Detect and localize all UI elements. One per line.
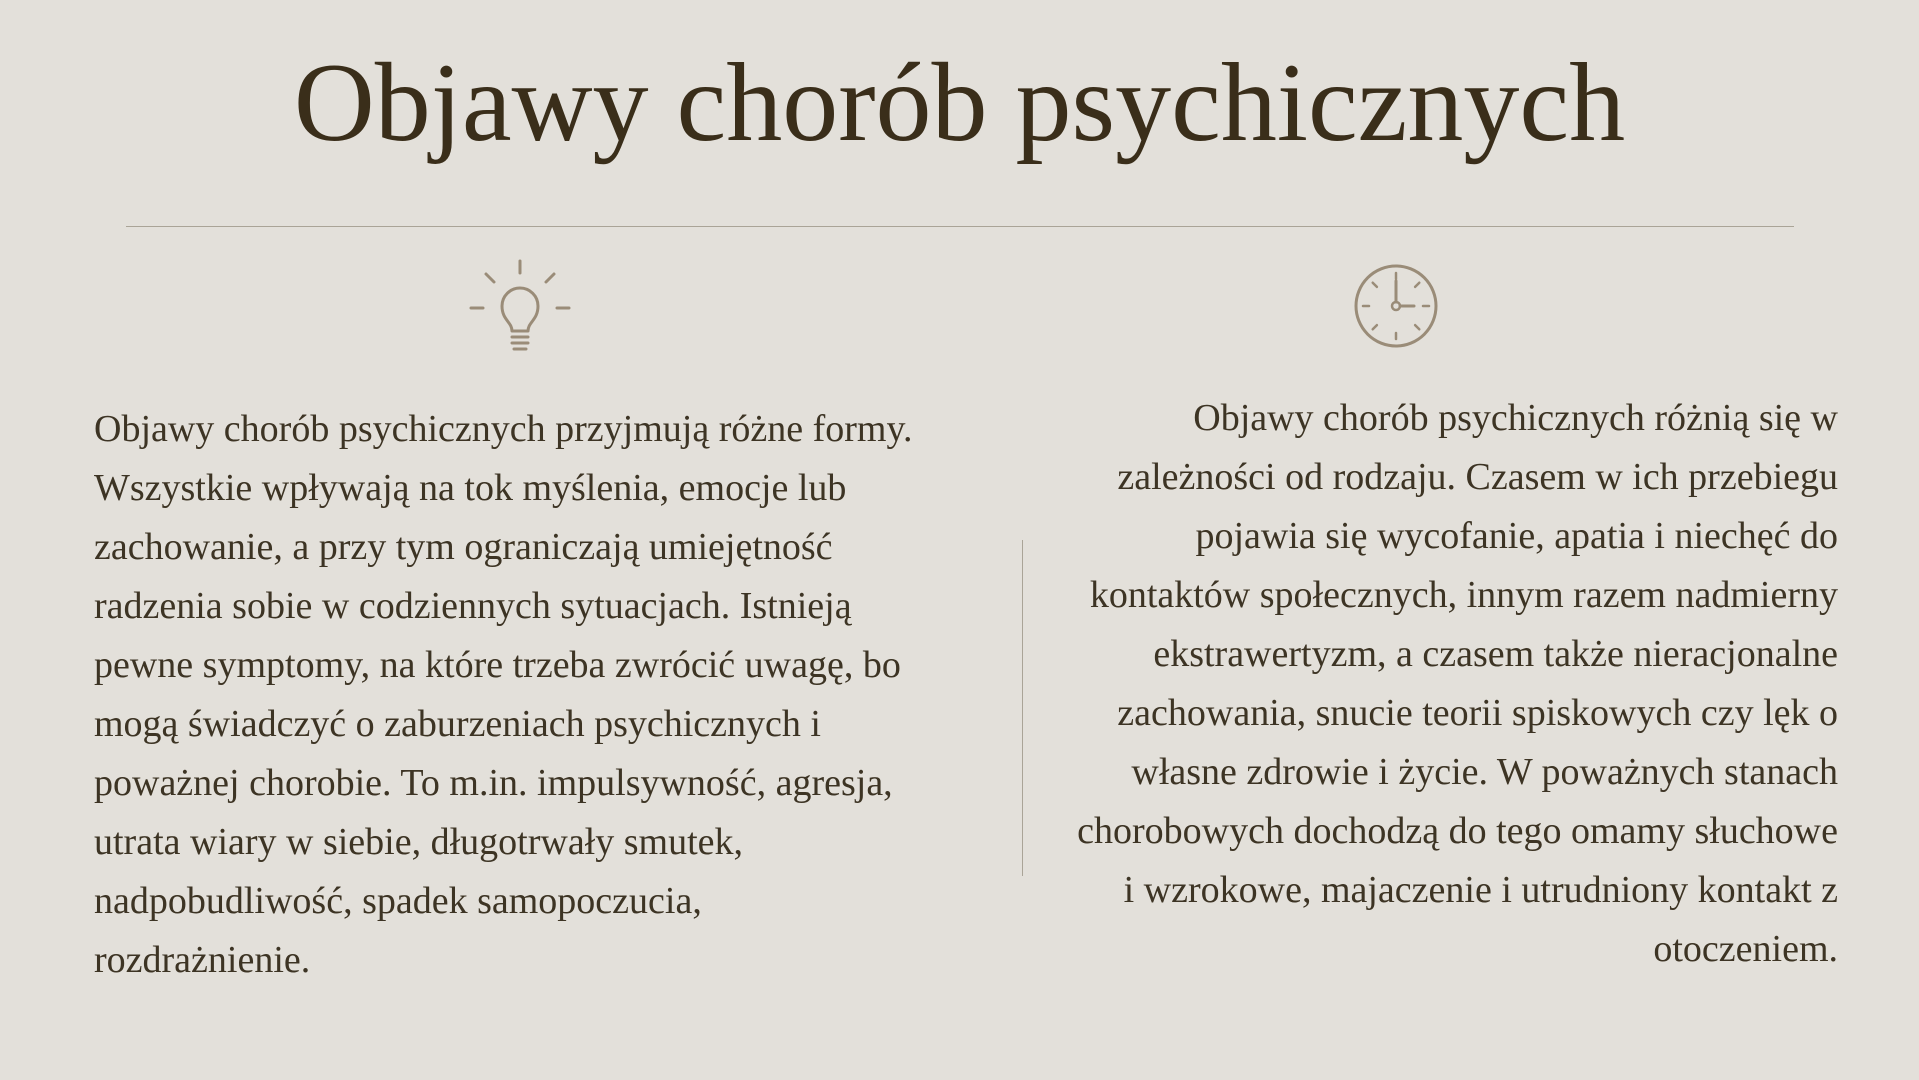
- lightbulb-icon: [468, 258, 572, 354]
- left-paragraph-line: rozdrażnienie.: [94, 939, 311, 981]
- left-paragraph-line: radzenia sobie w codziennych sytuacjach. Istnieją: [94, 585, 852, 627]
- left-paragraph-line: mogą świadczyć o zaburzeniach psychicznych i: [94, 703, 821, 745]
- left-paragraph-line: Objawy chorób psychicznych przyjmują różne formy.: [94, 408, 913, 450]
- left-paragraph-line: pewne symptomy, na które trzeba zwrócić uwagę, bo: [94, 644, 901, 686]
- right-paragraph-line: Objawy chorób psychicznych różnią się w: [1193, 397, 1838, 439]
- right-paragraph-line: zależności od rodzaju. Czasem w ich przebiegu: [1117, 456, 1838, 498]
- left-paragraph-line: nadpobudliwość, spadek samopoczucia,: [94, 880, 702, 922]
- page-title: Objawy chorób psychicznych: [293, 41, 1626, 165]
- right-paragraph-line: zachowania, snucie teorii spiskowych czy lęk o: [1117, 692, 1838, 734]
- left-paragraph-line: zachowanie, a przy tym ograniczają umiejętność: [94, 526, 833, 568]
- right-paragraph-line: ekstrawertyzm, a czasem także nieracjonalne: [1153, 633, 1838, 675]
- left-paragraph-line: utrata wiary w siebie, długotrwały smutek,: [94, 821, 744, 863]
- right-paragraph-line: chorobowych dochodzą do tego omamy słuchowe: [1077, 810, 1838, 852]
- left-paragraph-line: Wszystkie wpływają na tok myślenia, emocje lub: [94, 467, 847, 509]
- right-paragraph-line: pojawia się wycofanie, apatia i niechęć do: [1195, 515, 1838, 557]
- left-paragraph: [94, 400, 1014, 990]
- right-paragraph-line: i wzrokowe, majaczenie i utrudniony kontakt z: [1123, 869, 1838, 911]
- clock-icon: [1352, 262, 1440, 350]
- left-paragraph-line: poważnej chorobie. To m.in. impulsywność, agresja,: [94, 762, 893, 804]
- right-paragraph-line: własne zdrowie i życie. W poważnych stanach: [1131, 751, 1838, 793]
- right-paragraph-line: otoczeniem.: [1653, 928, 1838, 970]
- title-divider: [126, 226, 1794, 227]
- right-paragraph: [1012, 389, 1838, 979]
- right-paragraph-line: kontaktów społecznych, innym razem nadmierny: [1089, 574, 1838, 616]
